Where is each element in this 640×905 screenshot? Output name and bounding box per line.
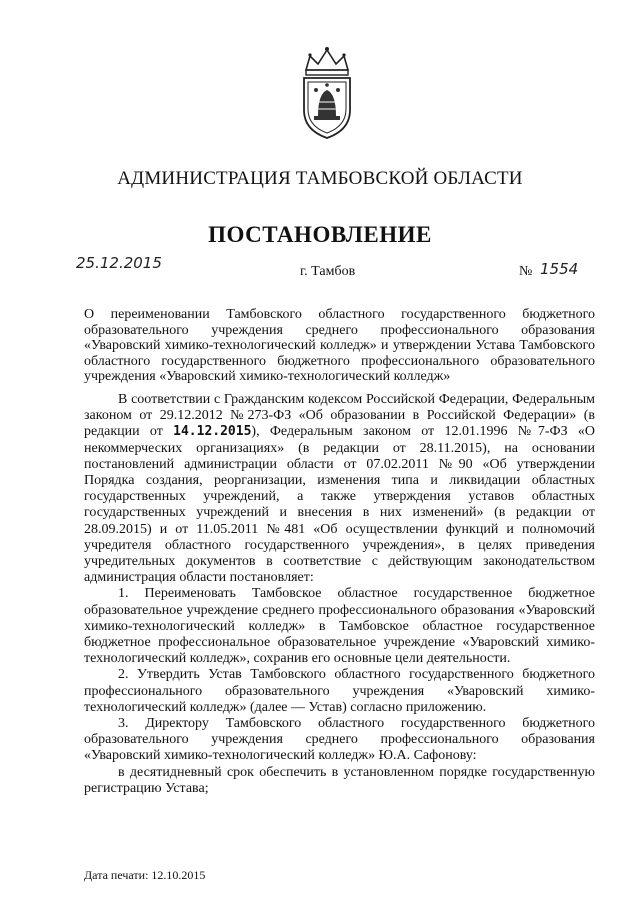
body-paragraph: в десятидневный срок обеспечить в установленном порядке государственную регистрацию Устава;: [84, 764, 595, 796]
paragraph-text: В соответствии с Гражданским кодексом Российской Федерации, Федеральным законом от 29.12.2012 №273-ФЗ «Об образовании в Российской Федерации» (в редакции от: [84, 392, 595, 440]
city-label: г. Тамбов: [300, 264, 356, 279]
handwritten-number: 1554: [540, 260, 579, 278]
body-paragraph: 2. Утвердить Устав Тамбовского областного государственного бюджетного профессионального образовательного учреждения «Уваровский химико-технологический колледж» (далее — Устав) согласно приложению.: [84, 667, 595, 715]
document-type-title: ПОСТАНОВЛЕНИЕ: [208, 222, 432, 247]
handwritten-date: 25.12.2015: [76, 254, 162, 272]
stamped-date: 14.12.2015: [173, 424, 252, 440]
body-paragraph: 3. Директору Тамбовского областного государственного бюджетного образовательного учреждения среднего профессионального образования «Уваровский химико-технологический колледж» Ю.А. Сафонову:: [84, 716, 595, 764]
document-subject: О переименовании Тамбовского областного государственного бюджетного образовательного учреждения среднего профессионального образования «Уваровский химико-технологический колледж» и утверждении Устава Тамбовского областного государственного бюджетного профессионального образовательного учреждения «Уваровский химико-технологический колледж»: [84, 307, 595, 384]
organization-title: АДМИНИСТРАЦИЯ ТАМБОВСКОЙ ОБЛАСТИ: [117, 168, 523, 189]
document-body: [84, 392, 595, 797]
coat-of-arms-emblem: [292, 42, 362, 142]
paragraph-text: ), Федеральным законом от 12.01.1996 №7-ФЗ «О некоммерческих организациях» (в редакции от 28.11.2015), на основании постановлений администрации области от 07.02.2011 №90 «Об утверждении Порядка создания, реорганизации, изменения типа и ликвидации областных государственных учреждений, а также утверждения уставов областных государственных учреждений и внесения в них изменений» (в редакции от 28.09.2015) и от 11.05.2011 №481 «Об осуществлении функций и полномочий учредителя областного государственного учреждения», в целях приведения учредительных документов в соответствие с действующим законодательством администрация области постановляет:: [84, 424, 595, 586]
body-paragraph: [84, 392, 595, 586]
body-paragraph: 1. Переименовать Тамбовское областное государственное бюджетное образовательное учреждение среднего профессионального образования «Уваровский химико-технологический колледж» в Тамбовское областное государственное бюджетное профессиональное образовательное учреждение «Уваровский химико-технологический колледж», сохранив его основные цели деятельности.: [84, 586, 595, 667]
number-label: №: [519, 264, 533, 279]
print-date: Дата печати: 12.10.2015: [84, 868, 206, 882]
